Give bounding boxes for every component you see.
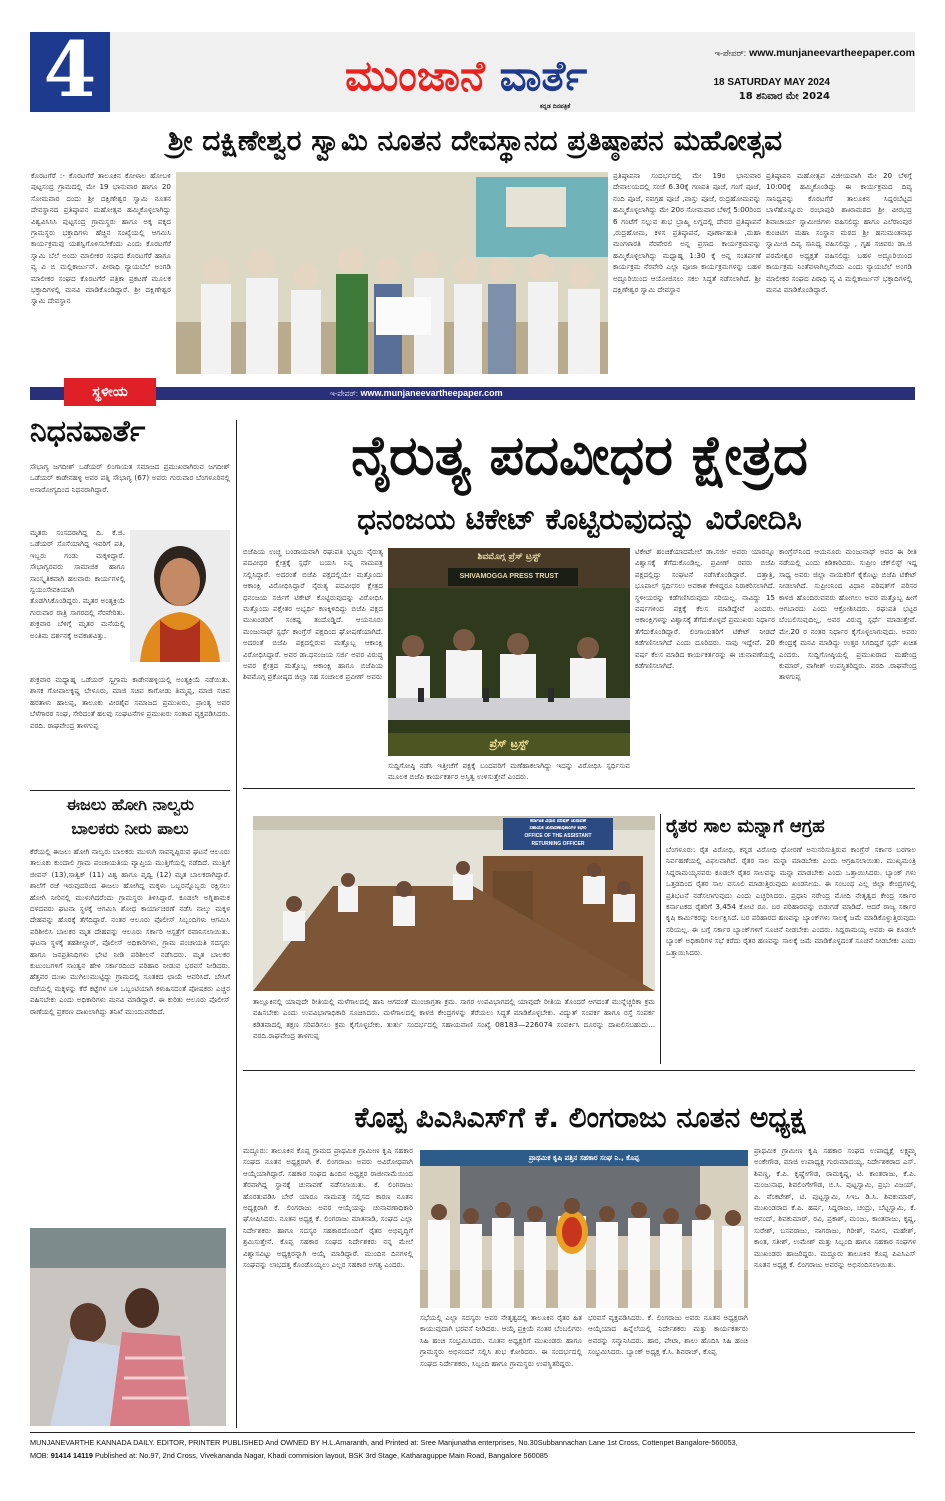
graduates-col2: ಟಿಕೇಟ್ ಹಂಚಿಕೆಯಾದಮೇಲೆ ಡಾ.ಸರ್ಜಿ ಅವರು ಯಾರನ್ನೂ ವಿಶ್ವಾಸಕ್ಕೆ ತೆಗೆದುಕೊಂಡಿಲ್ಲ. ಪ್ರವೀಣ್ ರವರು ಬಿಜೆಪಿ ಪಕ್ಷದಲ್ಲಿದ್ದು ಸಂಘಟನೆ ನಡೆಸಿಕೊಂಡಿದ್ದಾರೆ. ದತ್ತಾತ್ರಿ, ಭೂಪಾಲ್ ಸ್ಪರ್ಧಿಸಲು ಅವಕಾಶ ಕೇಳಿದ್ದರೂ ನಿರಾಕರಿಸಲಾಗಿದೆ. ಸ್ಥಳೀಯರನ್ನು ಕಡೆಗಣಿಸಿರುವುದು ಸರಿಯಲ್ಲ. ನಾವಿದ್ದು 15 ವರ್ಷಗಳಿಂದ ಪಕ್ಷಕ್ಕೆ ಕೆಲಸ ಮಾಡಿದ್ದೇವೆ ಎಂದರು. ಆಕಾಂಕ್ಷಿಗಳನ್ನು ವಿಶ್ವಾಸಕ್ಕೆ ತೆಗೆದುಕೊಳ್ಳದೆ ಪ್ರಮುಖರು ನಿರ್ಧಾರ ತೆಗೆದುಕೊಂಡಿದ್ದಾರೆ. ಲಿಂಗಾಯತರಿಗೆ ಟಿಕೇಟ್ ನೀಡದೆ ಕಡೆಗಣಿಸಲಾಗಿದೆ ಎಂದು ದೂರಿದರು. ನಾವು ಇದ್ದೇವೆ. 20 ವರ್ಷ ಕೆಲಸ ಮಾಡಿದ ಕಾರ್ಯಕರ್ತರನ್ನು ಈ ಚುನಾವಣೆಯಲ್ಲಿ ಕಡೆಗಣಿಸಲಾಗಿದೆ. [635,547,775,671]
farmers-headline: ರೈತರ ಸಾಲ ಮನ್ನಾಗೆ ಆಗ್ರಹ [666,816,825,837]
epaper-bar-label: ಇ-ಪೇಪರ್: [330,389,358,398]
footer-mob-number: 91414 14119 [50,1451,93,1460]
epaper-bar-url[interactable]: www.munjaneevartheepaper.com [360,388,503,398]
column-divider [236,420,237,1428]
obituary-photo [130,530,230,662]
graduates-col3: ಕಾಂಗ್ರೆಸ್‌ನಿಂದ ಆಯನೂರು ಮಂಜುನಾಥ್ ಅವರ ಈ ರೀತಿ ನಡೆಯಲ್ಲಿ ಎಂದು ಕಿಡಿಕಾರಿದರು. ಸುಪ್ರೀಂ ಚೆಕ್‌ಲಿಸ್ಟ್ ಇದ್ದ ಸಾಧ್ಯ ಅವರು ಜಿಲ್ಲಾ ನಾಯಕರಿಗೆ ಕೈಕೊಟ್ಟು ಬಿಜೆಪಿ ಟಿಕೇಟ್ ನೀಡಲಾಗಿದೆ. ಸುಪ್ರೀಂನಿಂದ ವಿಧಾನ ಪರಿಷತ್‌ಗೆ ಪರಿಸರ ಕಾಳಜಿ ಹೊಂದಿರುವವರು ಹೋಗಲು ಅವರ ಮತ್ತೊಬ್ಬ ಹೀಗೆ ಆಗಬಾರದು ಎಂದು ಆಕ್ರೋಶಿಸಿದರು. ರಘುಪತಿ ಭಟ್ಟರ ಬೆಂಬಲಿಸುವುದಿಲ್ಲ, ಅವರ ವಿರುದ್ಧ ಸ್ಪರ್ಧೆ ಮಾಡುತ್ತೇವೆ. ಮೇ.20 ರ ನಂತರ ನಿರ್ಧಾರ ಕೈಗೊಳ್ಳಲಾಗುವುದು. ಅವರು ಕೇಂದ್ರಕ್ಕೆ ಮನವಿ ಮಾಡಿದ್ದು ಉತ್ತರ ಸಿಗದಿದ್ದರೆ ಸ್ಪರ್ಧೆ ಖಚಿತ ಎಂದರು. ಸುದ್ದಿಗೋಷ್ಠಿಯಲ್ಲಿ ಪ್ರಮುಖರಾದ ಮಹೇಂದ್ರ ಕುಮಾರ್, ವಾಗೀಶ್ ಉಪಸ್ಥಿತರಿದ್ದರು. ವರದಿ .ರಾಘವೇಂದ್ರ ತಾಳಗುಪ್ಪ [779,547,917,682]
temple-photo [176,172,608,374]
page-number: 4 [43,25,97,114]
press-board-en: SHIVAMOGGA PRESS TRUST [459,573,559,580]
footer-line2: Published at: No.97, 2nd Cross, Vivekananda Nagar, Khadi commision layout, BSK 3rd Stage, Katharaguppe Main Road, Bangalore 560085 [94,1451,548,1460]
officer-board-line2: ಸಹಾಯಕ ಚುನಾವಣಾಧಿಕಾರಿಗಳ ಕಛೇರಿ [529,826,587,831]
meeting-photo [253,816,655,991]
masthead-title-part1: ಮುಂಜಾನೆ [345,51,485,100]
masthead-epaper-url[interactable]: www.munjaneevartheepaper.com [749,47,915,59]
masthead-date-kn: 18 ಶನಿವಾರ ಮೇ 2024 [738,91,830,102]
officer-board-line4: RETURNING OFFICER [531,841,585,847]
obituary-text-side: ಮೃತರು ಸಂಸದರಾಗಿದ್ದ ದಿ. ಕೆ.ಜಿ. ಒಡೆಯರ್ ಸೊಸೆಯಾಗಿದ್ದ ಇವರಿಗೆ ಪತಿ, ಇಬ್ಬರು ಗಂಡು ಮಕ್ಕಳಿದ್ದಾರೆ. ಸೌಭಾಗ್ಯರವರು ಸಾಮಾಜಿಕ ಹಾಗೂ ಸಾಂಸ್ಕೃತಿಕವಾಗಿ ಹಲವಾರು ಕಾರ್ಯಗಳಲ್ಲಿ ಸ್ವಯಂಸೇವಕಿಯಾಗಿ ತೊಡಗಿಸಿಕೊಂಡಿದ್ದರು. ಮೃತರ ಅಂತ್ಯಕ್ರಿಯೆ ಗುರುವಾರ ರಾತ್ರಿ ಸಾಗರದಲ್ಲಿ ನೆರವೇರಿತು. ಶುಕ್ರವಾರ ಬೆಳಿಗ್ಗೆ ಮೃತರ ಮನೆಯಲ್ಲಿ ಅಂತಿಮ ದರ್ಶನಕ್ಕೆ ಅವಕಾಶವಿತ್ತು. [30,528,125,640]
graduates-photo [388,548,630,756]
officer-board-line3: OFFICE OF THE ASSISTANT [524,833,592,839]
drowning-text: ಕೆರೆಯಲ್ಲಿ ಈಜಲು ಹೋಗಿ ನಾಲ್ವರು ಬಾಲಕರು ಮುಳುಗಿ ಸಾವನ್ನಪ್ಪಿರುವ ಘಟನೆ ಆಲೂರು ತಾಲೂಕು ಕುಂದಾಲಿ ಗ್ರಾಮ ಪಂಚಾಯತಿಯ ವ್ಯಾಪ್ತಿಯ ಮುತ್ತಿಗೆಯಲ್ಲಿ ನಡೆದಿದೆ. ಮುತ್ತಿಗೆ ಜೀವನ್ (13),ಸಾತ್ವಿಕ್ (11) ವಿಶ್ವ ಹಾಗೂ ಪೃಥ್ವಿ (12) ಮೃತ ಬಾಲಕರಾಗಿದ್ದಾರೆ. ಶಾಲೆಗೆ ರಜೆ ಇರುವುದರಿಂದ ಈಜಲು ಹೋಗಿದ್ದ ಮಕ್ಕಳು ಒಬ್ಬರನ್ನೊಬ್ಬರು ರಕ್ಷಿಸಲು ಹೋಗಿ ನೀರಿನಲ್ಲಿ ಮುಳುಗಿದರೆಂದು ಗ್ರಾಮಸ್ಥರು ತಿಳಿಸಿದ್ದಾರೆ. ಕೂಡಲೇ ಅಗ್ನಿಶಾಮಕ ದಳದವರು ಘಟನಾ ಸ್ಥಳಕ್ಕೆ ಆಗಮಿಸಿ ಶೋಧ ಕಾರ್ಯಾಚರಣೆ ನಡೆಸಿ ನಾಲ್ಕು ಮಕ್ಕಳ ದೇಹವನ್ನು ಹೊರಕ್ಕೆ ತೆಗೆದಿದ್ದಾರೆ. ನಂತರ ಆಲೂರು ಪೊಲೀಸ್ ಸಿಬ್ಬಂದಿಗಳು ಆಗಮಿಸಿ ಪರಿಶೀಲಿಸಿ ಬಾಲಕರ ಮೃತ ದೇಹವನ್ನು ಆಲೂರು ಸರ್ಕಾರಿ ಆಸ್ಪತ್ರೆಗೆ ರವಾನಿಸಲಾಯಿತು. ಘಟನಾ ಸ್ಥಳಕ್ಕೆ ತಹಶೀಲ್ದಾರ್, ಪೊಲೀಸ್ ಅಧಿಕಾರಿಗಳು, ಗ್ರಾಮ ಪಂಚಾಯತಿ ಸದಸ್ಯರು ಹಾಗೂ ಜನಪ್ರತಿನಿಧಿಗಳು ಭೇಟಿ ನೀಡಿ ಪರಿಶೀಲನೆ ನಡೆಸಿದರು. ಮೃತ ಬಾಲಕರ ಕುಟುಂಬಗಳಿಗೆ ಸಾಂತ್ವನ ಹೇಳಿ ಸರ್ಕಾರದಿಂದ ಪರಿಹಾರ ನೀಡುವ ಭರವಸೆ ನೀಡಿದರು. ಹೆತ್ತವರ ದುಃಖ ಮುಗಿಲುಮುಟ್ಟಿದ್ದು ಗ್ರಾಮದಲ್ಲಿ ಸೂತಕದ ಛಾಯೆ ಆವರಿಸಿದೆ. ಬೇಸಿಗೆ ರಜೆಯಲ್ಲಿ ಮಕ್ಕಳನ್ನು ಕೆರೆ ಕಟ್ಟೆಗಳ ಬಳಿ ಒಬ್ಬಂಟಿಯಾಗಿ ಕಳುಹಿಸದಂತೆ ಪೋಷಕರು ಎಚ್ಚರ ವಹಿಸಬೇಕು ಎಂದು ಅಧಿಕಾರಿಗಳು ಮನವಿ ಮಾಡಿದ್ದಾರೆ. ಈ ಕುರಿತು ಆಲೂರು ಪೊಲೀಸ್ ಠಾಣೆಯಲ್ಲಿ ಪ್ರಕರಣ ದಾಖಲಾಗಿದ್ದು ತನಿಖೆ ಮುಂದುವರೆದಿದೆ. [30,847,230,1016]
epaper-bar-text [330,387,650,400]
obituary-heading: ನಿಧನವಾರ್ತೆ [30,414,146,449]
divider [243,1070,915,1071]
masthead-title [345,48,665,108]
koppa-photo [420,1150,748,1308]
divider [243,788,915,789]
footer-line1: MUNJANEVARTHE KANNADA DAILY. EDITOR, PRINTER PUBLISHED And OWNED BY H.L.Amaranth, and Printed at: Sree Manjunatha enterprises, No.30Subbannachan Lane 1st Cross, Cottenpet Bangalore-560053, [30,1438,738,1447]
obituary-text-bottom: ಶುಕ್ರವಾರ ಮಧ್ಯಾಹ್ನ ಒಡೆಯರ್ ಸ್ವಗ್ರಾಮ ಕಾಡೇನಹಳ್ಳಿಯಲ್ಲಿ ಅಂತ್ಯಕ್ರಿಯೆ ನಡೆಯಿತು. ಶಾಸಕ ಗೋಪಾಲಕೃಷ್ಣ ಬೇಳೂರು, ಮಾಜಿ ಸಚಿವ ಕಾಗೋಡು ತಿಮ್ಮಪ್ಪ, ಮಾಜಿ ಸಚಿವ ಹರತಾಳು ಹಾಲಪ್ಪ, ತಾಲೂಕು ವೀರಶೈವ ಸಮಾಜದ ಪ್ರಮುಖರು, ಪ್ರಾಂತ್ಯ ಅವರ ಬೆಳೆಗಾರರ ಸಂಘ, ಸೇರಿದಂತೆ ಹಲವು ಸಂಘಟನೆಗಳ ಪ್ರಮುಖರು ಸಂತಾಪ ವ್ಯಕ್ತಪಡಿಸಿದರು. ವರದಿ. ರಾಘವೇಂದ್ರ ತಾಳಗುಪ್ಪ [30,675,230,730]
section-badge: ಸ್ಥಳೀಯ [64,378,156,406]
masthead-tagline: ಕನ್ನಡ ದಿನಪತ್ರಿಕೆ [540,103,571,110]
graduates-headline1: ನೈರುತ್ಯ ಪದವೀಧರ ಕ್ಷೇತ್ರದ [351,424,808,487]
meeting-caption: ತಾಲ್ಲೂಕಿನಲ್ಲಿ ಯಾವುದೇ ರೀತಿಯಲ್ಲಿ ಮಳೆಗಾಲದಲ್ಲಿ ಹಾನಿ ಆಗದಂತೆ ಮುಂಜಾಗ್ರತಾ ಕ್ರಮ. ಸಾಗರ ಉಪವಿಭಾಗದಲ್ಲಿ ಯಾವುದೇ ರೀತಿಯ ತೊಂದರೆ ಆಗದಂತೆ ಮುನ್ನೆಚ್ಚರಿಕಾ ಕ್ರಮ ವಹಿಸಬೇಕು ಎಂದು ಉಪವಿಭಾಗಾಧಿಕಾರಿ ಸೂಚಿಸಿದರು. ಮಳೆಗಾಲದಲ್ಲಿ ಕಾಳಜಿ ಕೇಂದ್ರಗಳನ್ನು ತೆರೆಯಲು ಸಿದ್ಧತೆ ಮಾಡಿಕೊಳ್ಳಬೇಕು. ವಿದ್ಯುತ್ ಸಂಪರ್ಕ ಹಾಗೂ ರಸ್ತೆ ಸಂಪರ್ಕ ಕಡಿತವಾದಲ್ಲಿ ತಕ್ಷಣ ಸರಿಪಡಿಸಲು ಕ್ರಮ ಕೈಗೊಳ್ಳಬೇಕು. ತುರ್ತು ಸಂದರ್ಭದಲ್ಲಿ ಸಹಾಯವಾಣಿ ಸಂಖ್ಯೆ 08183—226074 ಸಂಪರ್ಕಿಸಿ ದೂರನ್ನು ದಾಖಲಿಸಬಹುದು... ವರದಿ.ರಾಘವೇಂದ್ರ ತಾಳಗುಪ್ಪ [253,997,655,1041]
graduates-headline2: ಧನಂಜಯ ಟಿಕೇಟ್ ಕೊಟ್ಟಿರುವುದನ್ನು ವಿರೋದಿಸಿ [357,502,802,536]
masthead-date-en: 18 SATURDAY MAY 2024 [713,77,830,88]
koppa-col4: ಪ್ರಾಥಮಿಕ ಗ್ರಾಮೀಣ ಕೃಷಿ ಸಹಕಾರ ಸಂಘದ ಉಪಾಧ್ಯಕ್ಷೆ ಲಕ್ಷ್ಮಮ್ಮ ಅಂಕೇಗೌಡ, ಮಾಜಿ ಉಪಾಧ್ಯಕ್ಷ ಗುರುಮಾದಯ್ಯ, ನಿರ್ದೇಶಕರಾದ ಎಸ್. ಶಿವಣ್ಣ, ಕೆ.ಪಿ. ಕೃಷ್ಣೇಗೌಡ, ರಾಮಕೃಷ್ಣ, ಟಿ. ಕಾಂತರಾಜು, ಕೆ.ಪಿ. ಮಂಜುನಾಥ, ಶಿವಲಿಂಗೇಗೌಡ, ಬಿ.ಸಿ. ಪುಟ್ಟಸ್ವಾಮಿ, ಪ್ರಭು ವಿಜಯ್, ಪಿ. ವೆಂಕಟೇಶ್, ಟಿ. ಪುಟ್ಟಸ್ವಾಮಿ, ಸಿಇಒ ಡಿ.ಸಿ. ಶಿವಕುಮಾರ್, ಮುಖಂಡರಾದ ಕೆ.ಪಿ. ಹರ್ಷ, ಸಿದ್ದರಾಜು, ಚಂದ್ರು, ಬೆಟ್ಟಸ್ವಾಮಿ, ಕೆ. ಆನಂದ್, ಶಿವಕುಮಾರ್, ರವಿ, ಪ್ರಕಾಶ್, ಮಂಜು, ಕಾಂತರಾಜು, ಕೃಷ್ಣ, ಸುರೇಶ್, ಬಸವರಾಜು, ನಾಗರಾಜು, ಗಿರೀಶ್, ನವೀನ, ಮಹೇಶ್, ಕಾಂತ, ಸತೀಶ್, ಉಮೇಶ್ ಮತ್ತು ಸಿಬ್ಬಂದಿ ಹಾಗೂ ಸಹಕಾರ ಸಂಘಗಳ ಮುಖಂಡರು ಹಾಜರಿದ್ದರು. ಮದ್ದೂರು ತಾಲೂಕಿನ ಕೊಪ್ಪ ಪಿಎಸಿಎಸ್ ನೂತನ ಅಧ್ಯಕ್ಷ ಕೆ. ಲಿಂಗರಾಜು ಅವರನ್ನು ಅಭಿನಂದಿಸಲಾಯಿತು. [754,1146,916,1270]
graduates-photo-caption: ಸುದ್ದಿಗೋಷ್ಠಿ ನಡೆಸಿ ಇತ್ತೀಚೆಗೆ ಪಕ್ಷಕ್ಕೆ ಬಂದವರಿಗೆ ಮಣೆಹಾಕಲಾಗಿದ್ದು ಇದನ್ನು ವಿರೋಧಿಸಿ ಸ್ಪರ್ಧಿಸುವ ಮೂಲಕ ಬಿಜೆಪಿ ಕಾರ್ಯಕರ್ತರ ಅಸ್ತಿತ್ವ ಉಳಿಸುತ್ತೇವೆ ಎಂದರು. [388,761,630,782]
temple-col3: ಪ್ರತಿಷ್ಠಾಪನ ಮಹೋತ್ಸವ ವಿಜೀಯವಾಗಿ ಮೇ 20 ಬೆಳಿಗ್ಗೆ 10:00ಕ್ಕೆ ಹಮ್ಮಿಕೊಂಡಿದ್ದು ಈ ಕಾರ್ಯಕ್ರಮದ ದಿವ್ಯ ಸಾನಿಧ್ಯವನ್ನು ಕೊರಟಗೆರೆ ತಾಲೂಕಿನ ಸಿದ್ದರಬೆಟ್ಟದ ಬಾಳೆಹೊನ್ನೂರು ರಂಭಾಪುರಿ ಶಾಖಾಮಠದ ಶ್ರೀ ವೀರಭದ್ರ ಶಿವಾಚಾರ್ಯ ಸ್ವಾಮೀಜಿಗಳು ವಹಿಸಲಿದ್ದು ಹಾಗೂ ಎಲೆರಾಂಪುರ ಕುಂಚಿಟಿಗ ಮಹಾ ಸಂಸ್ಥಾನ ಮಠದ ಶ್ರೀ ಹನುಮಂತನಾಥ ಸ್ವಾಮೀಜಿ ದಿವ್ಯ ಸಾನಿಧ್ಯ ವಹಿಸಲಿದ್ದು , ಗೃಹ ಸಚಿವರು ಡಾ.ಜಿ ಪರಮೇಶ್ವರ ಅಧ್ಯಕ್ಷತೆ ವಹಿಸಲಿದ್ದು ಬಹಳ ಅದ್ದೂರಿಯಿಂದ ಕಾರ್ಯಕ್ರಮ ನಿಂತೆವಳಾಗಿಲ್ಲವೆಂದು ಎಂದು ನ್ಯಾಯಬೆಲೆ ಅಂಗಡಿ ಮಾಲೀಕರ ಸಂಘದ ಪಿಠಾಧಿ ವ್ಯ ವಿ ಮಲ್ಲಿಕಾರ್ಜುನ್ ಭಕ್ತಾದಿಗಳಲ್ಲಿ ಮನವಿ ಮಾಡಿಕೊಂಡಿದ್ದಾರೆ. [766,171,912,295]
drowning-headline: ಈಜಲು ಹೋಗಿ ನಾಲ್ವರು ಬಾಲಕರು ನೀರು ಪಾಲು [66,795,194,838]
divider [30,790,230,791]
temple-headline: ಶ್ರೀ ದಕ್ಷಿಣೇಶ್ವರ ಸ್ವಾಮಿ ನೂತನ ದೇವಸ್ಥಾನದ ಪ್ರತಿಷ್ಠಾಪನ ಮಹೋತ್ಸವ [167,124,783,157]
temple-col2: ಪ್ರತಿಷ್ಠಾಪನಾ ಸಂದರ್ಭದಲ್ಲಿ ಮೇ 19ರ ಭಾನುವಾರ ದೇವಾಲಯದಲ್ಲಿ ಸಂಜೆ 6.30ಕ್ಕೆ ಗಣಪತಿ ಪೂಜೆ, ಗಂಗೆ ಪೂಜೆ, ನಂದಿ ಪೂಜೆ, ನವಗ್ರಹ ಪೂಜೆ ,ವಾಸ್ತು ಪೂಜೆ, ರುದ್ರಹೋಮವನ್ನು ಹಮ್ಮಿಕೊಳ್ಳಲಾಗಿದ್ದು ಮೇ 20ರ ಸೋಮವಾರ ಬೆಳಿಗ್ಗೆ 5:00ರಿಂದ 6 ಗಂಟೆಗೆ ಸಲ್ಲುವ ಶುಭ ಬ್ರಾಹ್ಮಿ ಲಗ್ನದಲ್ಲಿ ದೇವರ ಪ್ರತಿಷ್ಠಾಪನೆ ,ರುದ್ರಹೋಮ, ಕಳಸ ಪ್ರತಿಷ್ಠಾಪನೆ, ಪೂರ್ಣಾಹುತಿ ,ಮಹಾ ಮಂಗಳಾರತಿ ನೆರವೇರಲಿ ಅನ್ನ ಪ್ರಸಾದ ಕಾರ್ಯಕ್ರಮವನ್ನು ಹಮ್ಮಿಕೊಳ್ಳಲಾಗಿದ್ದು ಮಧ್ಯಾಹ್ನ 1:30 ಕ್ಕೆ ಅನ್ನ ಸಂತರ್ಪಣೆ ಕಾರ್ಯಕ್ರಮ ನೆರವೇರಿ ಎಲ್ಲಾ ಪೂಜಾ ಕಾರ್ಯಕ್ರಮಗಳನ್ನು ಬಹಳ ಅದ್ದೂರಿಯಿಂದ ಆಯೋಜಿಸಲು ಸಕಲ ಸಿದ್ಧತೆ ನಡೆಸಲಾಗಿದೆ. ಶ್ರೀ ದಕ್ಷಿಣೇಶ್ವರ ಸ್ವಾಮಿ ದೇವಸ್ಥಾನ [613,171,761,295]
graduates-col1: ಬಿಜೆಪಿಯ ಉಚ್ಚ ಬಂಡಾಯವಾಗಿ ರಘುಪತಿ ಭಟ್ಟರು ನೈರುತ್ಯ ಪದವೀಧರ ಕ್ಷೇತ್ರಕ್ಕೆ ಸ್ಪರ್ಧೆ ಬಯಸಿ ನಿನ್ನ ನಾಮಪತ್ರ ಸಲ್ಲಿಸಿದ್ದಾರೆ. ಅದರಂತೆ ಬಿಜೆಪಿ ಪಕ್ಷದಲ್ಲಿಯೇ ಮತ್ತೊಂದು ಆಕಾಂಕ್ಷಿ ವಿರೋಧಿಸಿದ್ದಾರೆ ನೈರುತ್ಯ ಪದವೀಧರ ಕ್ಷೇತ್ರದ ಧನಂಜಯ ಸರ್ಜಿಗೆ ಟಿಕೇಟ್ ಕೊಟ್ಟಿರುವುದನ್ನು ವಿರೋಧಿಸಿ ಮತ್ತೊಂದು ಪಕ್ಷೇತರ ಅಭ್ಯರ್ಥಿ ಕಣಕ್ಕಿಳಿದಿದ್ದು ಬಿಜೆಪಿ ಪಕ್ಷದ ಮುಖಂಡರಿಗೆ ಸಂಕಷ್ಟ ತಂದೊಡ್ಡಿದೆ. ಆಯನೂರು ಮಂಜುನಾಥ್ ಸ್ಪರ್ಧೆ ಕಾಂಗ್ರೆಸ್ ಪಕ್ಷದಿಂದ ಘೋಷಣೆಯಾಗಿದೆ. ಅದರಂತೆ ಬಿಜೆಪಿ ಪಕ್ಷದಲ್ಲಿರುವ ಮತ್ತೊಬ್ಬ ಆಕಾಂಕ್ಷಿ ವಿರೋಧಿಸಿದ್ದಾರೆ. ಅವರ ಡಾ.ಧನಂಜಯ ಸರ್ಜಿ ಅವರ ವಿರುದ್ಧ ಅವರ ಕ್ಷೇತ್ರದ ಮತ್ತೊಬ್ಬ ಆಕಾಂಕ್ಷಿ ಹಾಗೂ ಬಿಜೆಪಿಯ ಶಿವಮೊಗ್ಗ ಪ್ರಕೋಷ್ಠದ ಜಿಲ್ಲಾ ಸಹ ಸಂಚಾಲಕ ಪ್ರವೀಣ್ ಅವರು [243,547,383,682]
koppa-col2-below: ಸಭೆಯಲ್ಲಿ ಎಲ್ಲಾ ಸದಸ್ಯರು ಅವರ ನೇತೃತ್ವದಲ್ಲಿ ತಾಲೂಕಿನ ರೈತರ ಹಿತ ಕಾಯುವುದಾಗಿ ಭರವಸೆ ನೀಡಿದರು. ಆಯ್ಕೆ ಪ್ರಕ್ರಿಯೆ ನಂತರ ಬೆಂಬಲಿಗರು ಸಿಹಿ ಹಂಚಿ ಸಂಭ್ರಮಿಸಿದರು. ನೂತನ ಅಧ್ಯಕ್ಷರಿಗೆ ಮುಖಂಡರು ಹಾಗೂ ಗ್ರಾಮಸ್ಥರು ಅಭಿನಂದನೆ ಸಲ್ಲಿಸಿ ಶುಭ ಕೋರಿದರು. ಈ ಸಂದರ್ಭದಲ್ಲಿ ಸಂಘದ ನಿರ್ದೇಶಕರು, ಸಿಬ್ಬಂದಿ ಹಾಗೂ ಗ್ರಾಮಸ್ಥರು ಉಪಸ್ಥಿತರಿದ್ದರು. [420,1313,582,1368]
masthead-epaper [640,46,915,60]
press-board-kn: ಶಿವಮೊಗ್ಗ ಪ್ರೆಸ್ ಟ್ರಸ್ಟ್ [477,552,541,562]
masthead-title-part2: ವಾರ್ತೆ [499,51,588,100]
press-banner: ಪ್ರೆಸ್ ಟ್ರಸ್ಟ್ [489,737,529,750]
koppa-col3-below: ಭರವಸೆ ವ್ಯಕ್ತಪಡಿಸಿದರು. ಕೆ. ಲಿಂಗರಾಜು ಅವರು ನೂತನ ಅಧ್ಯಕ್ಷರಾಗಿ ಆಯ್ಕೆಯಾದ ಹಿನ್ನೆಲೆಯಲ್ಲಿ ನಿರ್ದೇಶಕರು ಮತ್ತು ಕಾರ್ಯಕರ್ತರು ಅವರನ್ನು ಸನ್ಮಾನಿಸಿದರು. ಹಾರ, ಪೇಟಾ, ಶಾಲು ಹೊದಿಸಿ ಸಿಹಿ ಹಂಚಿ ಸಂಭ್ರಮಿಸಿದರು. ಬ್ಯಾಂಕ್ ಅಧ್ಯಕ್ಷ ಕೆ.ಸಿ. ಶಿವರಾಜ್, ಕೊಪ್ಪ [588,1313,748,1357]
footer-line2-wrap [30,1449,920,1462]
masthead-epaper-label: ಇ-ಪೇಪರ್: [714,48,747,58]
masthead [30,25,915,114]
officer-board-line1: ಕರ್ನಾಟಕ ವಿಧಾನ ಪರಿಷತ್ ಚುನಾವಣೆ [529,819,587,824]
column-divider [660,814,661,1064]
koppa-photo-sign: ಪ್ರಾಥಮಿಕ ಕೃಷಿ ಪತ್ತಿನ ಸಹಕಾರ ಸಂಘ ನಿ., ಕೊಪ್ಪ [528,1154,640,1162]
koppa-col1: ಮದ್ದೂರು: ತಾಲೂಕಿನ ಕೊಪ್ಪ ಗ್ರಾಮದ ಪ್ರಾಥಮಿಕ ಗ್ರಾಮೀಣ ಕೃಷಿ ಸಹಕಾರ ಸಂಘದ ನೂತನ ಅಧ್ಯಕ್ಷರಾಗಿ ಕೆ. ಲಿಂಗರಾಜು ಅವರು ಅವಿರೋಧವಾಗಿ ಆಯ್ಕೆಯಾಗಿದ್ದಾರೆ. ಸಹಕಾರ ಸಂಘದ ಹಿಂದಿನ ಅಧ್ಯಕ್ಷರ ರಾಜೀನಾಮೆಯಿಂದ ತೆರವಾಗಿದ್ದ ಸ್ಥಾನಕ್ಕೆ ಚುನಾವಣೆ ನಡೆಸಲಾಯಿತು. ಕೆ. ಲಿಂಗರಾಜು ಹೊರತುಪಡಿಸಿ ಬೇರೆ ಯಾರೂ ನಾಮಪತ್ರ ಸಲ್ಲಿಸದ ಕಾರಣ ನೂತನ ಅಧ್ಯಕ್ಷರಾಗಿ ಕೆ. ಲಿಂಗರಾಜು ಅವರ ಆಯ್ಕೆಯನ್ನು ಚುನಾವಣಾಧಿಕಾರಿ ಘೋಷಿಸಿದರು. ನೂತನ ಅಧ್ಯಕ್ಷ ಕೆ. ಲಿಂಗರಾಜು ಮಾತನಾಡಿ, ಸಂಘದ ಎಲ್ಲಾ ನಿರ್ದೇಶಕರು ಹಾಗೂ ಸದಸ್ಯರ ಸಹಕಾರದೊಂದಿಗೆ ರೈತರ ಅಭಿವೃದ್ಧಿಗೆ ಶ್ರಮಿಸುತ್ತೇನೆ. ಕೊಪ್ಪ ಸಹಕಾರ ಸಂಘದ ನಿರ್ದೇಶಕರು ನನ್ನ ಮೇಲೆ ವಿಶ್ವಾಸವಿಟ್ಟು ಅಧ್ಯಕ್ಷರನ್ನಾಗಿ ಆಯ್ಕೆ ಮಾಡಿದ್ದಾರೆ. ಮುಂದಿನ ದಿನಗಳಲ್ಲಿ ಸಂಘವನ್ನು ಲಾಭದತ್ತ ಕೊಂಡೊಯ್ಯಲು ಎಲ್ಲರ ಸಹಕಾರ ಅಗತ್ಯ ಎಂದರು. [243,1146,413,1270]
footer-mob-label: MOB: [30,1451,49,1460]
farmers-text: ಬೆಂಗಳೂರು: ರೈತ ವಿರೋಧಿ, ಕನ್ನಡ ವಿರೋಧಿ ಧೋರಣೆ ಅನುಸರಿಸುತ್ತಿರುವ ಕಾಂಗ್ರೆಸ್ ಸರ್ಕಾರ ಬರಗಾಲ ನಿರ್ವಹಣೆಯಲ್ಲಿ ವಿಫಲವಾಗಿದೆ. ರೈತರ ಸಾಲ ಮನ್ನಾ ಮಾಡಬೇಕು ಎಂದು ಆಗ್ರಹಿಸಲಾಯಿತು. ಮುಖ್ಯಮಂತ್ರಿ ಸಿದ್ದರಾಮಯ್ಯನವರು ಕೂಡಲೇ ರೈತರ ಸಾಲವನ್ನು ಮನ್ನಾ ಮಾಡಬೇಕು ಎಂದು ಒತ್ತಾಯಿಸಿದರು. ಬ್ಯಾಂಕ್ ಗಳು ಒತ್ತಡದಿಂದ ರೈತರ ಸಾಲ ವಸೂಲಿ ಮಾಡುತ್ತಿರುವುದು ಖಂಡನೀಯ. ಈ ಸಂಬಂಧ ಎಲ್ಲ ಜಿಲ್ಲಾ ಕೇಂದ್ರಗಳಲ್ಲಿ ಪ್ರತಿಭಟನೆ ನಡೆಸಲಾಗುವುದು ಎಂದು ಎಚ್ಚರಿಸಿದರು. ಪ್ರಧಾನಿ ನರೇಂದ್ರ ಮೋದಿ ನೇತೃತ್ವದ ಕೇಂದ್ರ ಸರ್ಕಾರ ಕರ್ನಾಟಕದ ರೈತರಿಗೆ 3,454 ಕೋಟಿ ರೂ. ಬರ ಪರಿಹಾರವನ್ನು ಬಿಡುಗಡೆ ಮಾಡಿದೆ. ಆದರೆ ರಾಜ್ಯ ಸರ್ಕಾರ ಕೃಷಿ ಕಾರ್ಮಿಕರನ್ನು ನಿರ್ಲಕ್ಷಿಸಿದೆ. ಬರ ಪರಿಹಾರದ ಹಣವನ್ನು ಬ್ಯಾಂಕ್‌ಗಳು ಸಾಲಕ್ಕೆ ಜಮೆ ಮಾಡಿಕೊಳ್ಳುತ್ತಿರುವುದು ಸರಿಯಲ್ಲ. ಈ ಬಗ್ಗೆ ಸರ್ಕಾರ ಬ್ಯಾಂಕ್‌ಗಳಿಗೆ ಸೂಚನೆ ನೀಡಬೇಕು ಎಂದರು. ಸಿದ್ದರಾಮಯ್ಯ ಅವರು ಈ ಕೂಡಲೇ ಬ್ಯಾಂಕ್ ಅಧಿಕಾರಿಗಳ ಸಭೆ ಕರೆದು ರೈತರ ಹಣವನ್ನು ಸಾಲಕ್ಕೆ ಜಮೆ ಮಾಡಿಕೊಳ್ಳದಂತೆ ಸೂಚನೆ ನೀಡಬೇಕು ಎಂದು ಒತ್ತಾಯಿಸಿದರು. [666,845,916,957]
koppa-headline: ಕೊಪ್ಪ ಪಿಎಸಿಎಸ್‌ಗೆ ಕೆ. ಲಿಂಗರಾಜು ನೂತನ ಅಧ್ಯಕ್ಷ [354,1101,806,1134]
temple-col1: ಕೊರಟಗೆರೆ :- ಕೊರಟಗೆರೆ ತಾಲೂಕಿನ ಕೋಳಾಲ ಹೋಬಳಿ ಪುಟ್ಟಸಂದ್ರ ಗ್ರಾಮದಲ್ಲಿ ಮೇ 19 ಭಾನುವಾರ ಹಾಗೂ 20 ಸೋಮವಾರ ದಂದು ಶ್ರೀ ದಕ್ಷಿಣೇಶ್ವರ ಸ್ವಾಮಿ ನೂತನ ದೇವಸ್ಥಾನದ ಪ್ರತಿಷ್ಠಾಪನ ಮಹೋತ್ಸವ ಹಮ್ಮಿಕೊಳ್ಳಲಾಗಿದ್ದು ವಿಶ್ವವಿಸಿಸಿಸಿ ಪುಟ್ಟಸಂದ್ರ ಗ್ರಾಮಸ್ಥರು ಹಾಗೂ ಅಕ್ಕ ಪಕ್ಕದ ಗ್ರಾಮಸ್ಥರು ಭಕ್ತಾದಿಗಳು ಹೆಚ್ಚಿನ ಸಂಖ್ಯೆಯಲ್ಲಿ ಆಗಮಿಸಿ ಕಾರ್ಯಕ್ರಮವು ಯಶಸ್ವಿಗೊಳಿಸಬೇಕೆಂದು ಎಂದು ಕೊರಟಗೆರೆ ಸ್ವಾಮಿ ಬೆಲೆ ಅಂದು ಮಾಲೀಕರ ಸಂಘದ ಕೊರಟಗೆರೆ ಹಾಗೂ ವ್ಯ ವಿ ಬಿ ಮಲ್ಲಿಕಾರ್ಜುನ್. ಪೀಠಾಧಿ ನ್ಯಾಯಬೆಲೆ ಅಂಗಡಿ ಮಾಲೀಕರ ಸಂಘದ ಕೊರಟಗೆರೆ ಪತ್ರಿಕಾ ಪ್ರಕಟಣೆ ಮೂಲಕ ಭಕ್ತಾದಿಗಳಲ್ಲಿ ಮನವಿ ಮಾಡಿಕೊಂಡಿದ್ದಾರೆ. ಶ್ರೀ ದಕ್ಷಿಣೇಶ್ವರ ಸ್ವಾಮಿ ದೇವಸ್ಥಾನ [31,171,171,306]
footer-divider [30,1432,915,1433]
obituary-text-top: ಸೌಭಾಗ್ಯ ಜಗದೀಶ್ ಒಡೆಯರ್ ಲಿಂಗಾಯತ ಸಮಾಜದ ಪ್ರಮುಖರಾಗಿರುವ ಜಗದೀಶ್ ಒಡೆಯರ್ ಕಾಡೇನಹಳ್ಳಿ ಅವರ ಪತ್ನಿ ಸೌಭಾಗ್ಯ (67) ಅವರು ಗುರುವಾರ ಬೆಂಗಳೂರಿನಲ್ಲಿ ಅನಾರೋಗ್ಯದಿಂದ ನಿಧನರಾಗಿದ್ದಾರೆ. [30,462,230,494]
drowning-photo [30,1228,226,1426]
